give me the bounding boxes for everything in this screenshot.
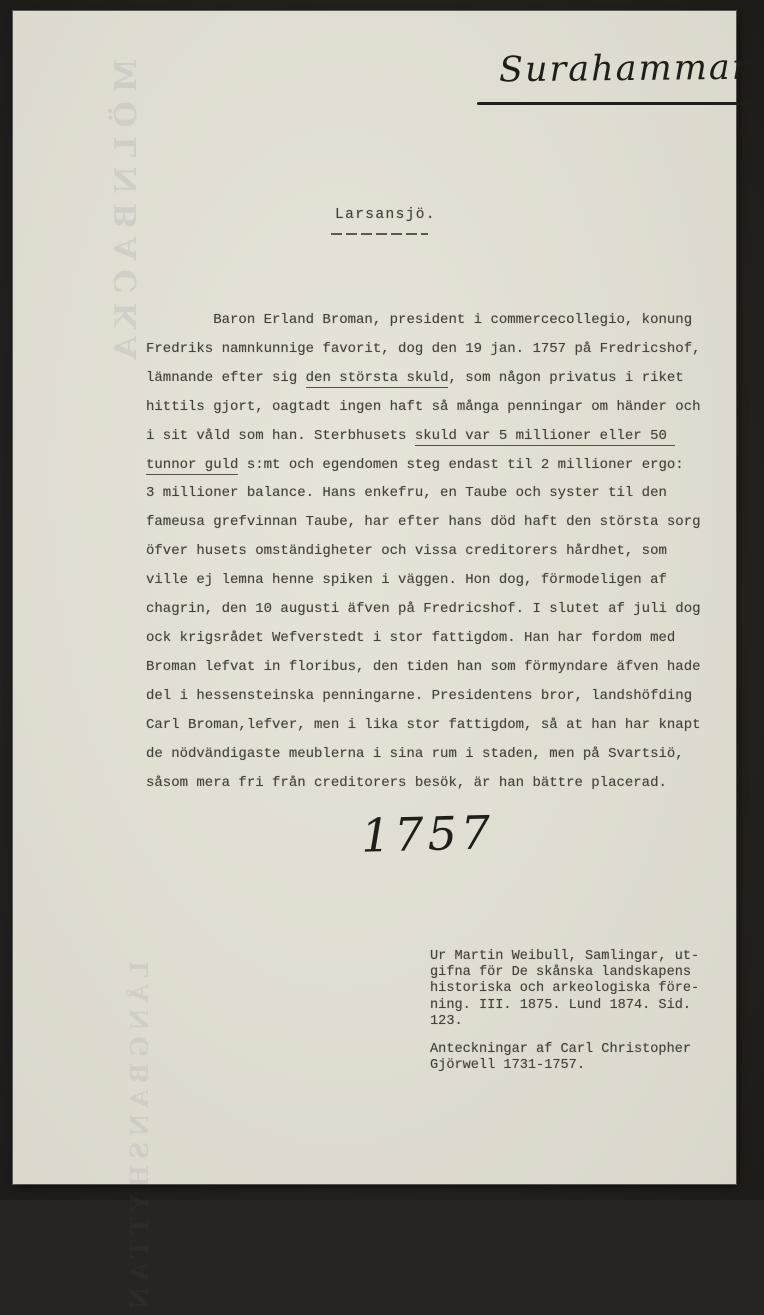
source-citation-primary <box>430 949 699 1030</box>
text-line <box>146 653 726 682</box>
text-line <box>146 451 726 480</box>
text-line <box>146 393 726 422</box>
text-segment: ville ej lemna henne spiken i väggen. Hon dog, förmodeligen af <box>146 572 667 588</box>
text-segment: hittils gjort, oagtadt ingen haft så många penningar om händer och <box>146 399 701 415</box>
text-line <box>146 769 726 798</box>
text-segment: fameusa grefvinnan Taube, har efter hans död haft den största sorg <box>146 514 701 530</box>
text-segment: öfver husets omständigheter och vissa creditorers hårdhet, som <box>146 543 667 559</box>
text-segment: s:mt och egendomen steg endast til 2 millioner ergo: <box>238 457 683 473</box>
text-line <box>146 508 726 537</box>
text-segment: Broman lefvat in floribus, den tiden han som förmyndare äfven hade <box>146 659 701 675</box>
body-text <box>146 306 726 797</box>
text-line <box>146 566 726 595</box>
text-line <box>146 682 726 711</box>
citation-line: historiska och arkeologiska före- <box>430 981 699 997</box>
underlined-text-segment: den största skuld <box>306 370 449 389</box>
text-segment: lämnande efter sig <box>146 370 306 386</box>
text-segment: Baron Erland Broman, president i commercecollegio, konung <box>146 312 692 328</box>
text-line <box>146 595 726 624</box>
citation-line: gifna för De skånska landskapens <box>430 965 699 981</box>
text-line <box>146 479 726 508</box>
text-line <box>146 711 726 740</box>
text-segment: såsom mera fri från creditorers besök, är han bättre placerad. <box>146 775 667 791</box>
text-segment: Fredriks namnkunnige favorit, dog den 19 jan. 1757 på Fredricshof, <box>146 341 701 357</box>
source-citation-secondary <box>430 1042 691 1074</box>
document-page <box>13 11 736 1184</box>
text-segment: ock krigsrådet Wefverstedt i stor fattigdom. Han har fordom med <box>146 630 675 646</box>
text-line <box>146 537 726 566</box>
text-line <box>146 624 726 653</box>
text-line <box>146 364 726 393</box>
text-line <box>146 740 726 769</box>
handwritten-annotation-place: Surahammar <box>499 48 751 91</box>
bleed-through-ghost-text-bottom: LÅNGBANSHYTTAN <box>125 961 154 1315</box>
text-segment: de nödvändigaste meublerna i sina rum i staden, men på Svartsiö, <box>146 746 684 762</box>
text-segment: chagrin, den 10 augusti äfven på Fredricshof. I slutet af juli dog <box>146 601 701 617</box>
document-title: Larsansjö. <box>335 207 436 223</box>
text-segment: 3 millioner balance. Hans enkefru, en Taube och syster til den <box>146 485 667 501</box>
text-line <box>146 306 726 335</box>
citation-line: Anteckningar af Carl Christopher <box>430 1042 691 1058</box>
citation-line: Ur Martin Weibull, Samlingar, ut- <box>430 949 699 965</box>
underlined-text-segment: skuld var 5 millioner eller 50 <box>415 428 675 447</box>
handwritten-underline <box>477 102 750 105</box>
text-segment: del i hessensteinska penningarne. Presidentens bror, landshöfding <box>146 688 692 704</box>
underlined-text-segment: tunnor guld <box>146 457 238 476</box>
title-underline <box>331 233 428 235</box>
text-segment: Carl Broman,lefver, men i lika stor fattigdom, så at han har knapt <box>146 717 701 733</box>
citation-line: ning. III. 1875. Lund 1874. Sid. <box>430 998 699 1014</box>
citation-line: 123. <box>430 1014 699 1030</box>
text-segment: i sit våld som han. Sterbhusets <box>146 428 415 444</box>
bleed-through-ghost-text-top: MÖLNBACKA <box>109 59 144 369</box>
text-line <box>146 335 726 364</box>
citation-line: Gjörwell 1731-1757. <box>430 1058 691 1074</box>
text-line <box>146 422 726 451</box>
text-segment: , som någon privatus i riket <box>448 370 683 386</box>
handwritten-annotation-year: 1757 <box>360 805 494 862</box>
